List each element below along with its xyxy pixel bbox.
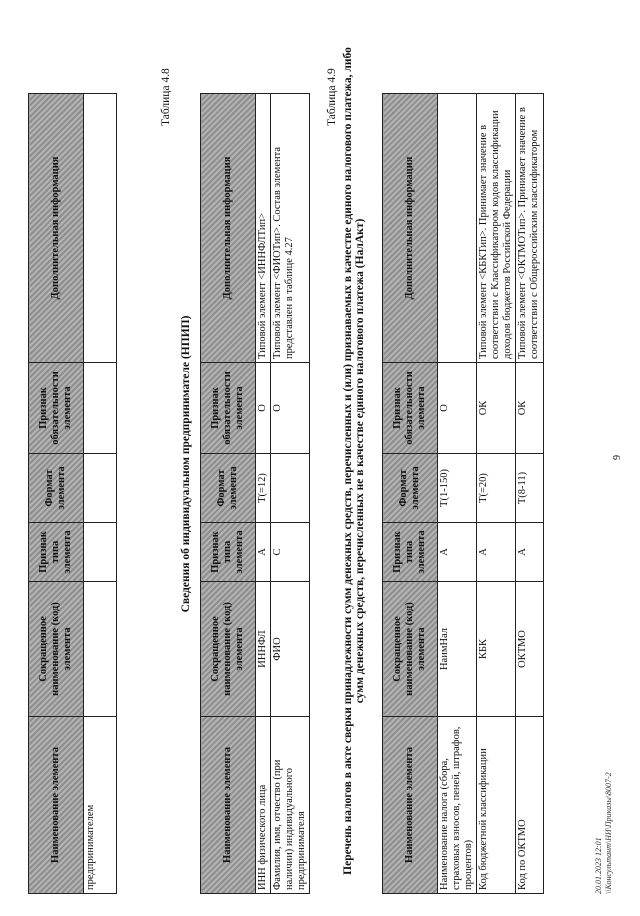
page-number: 9 [612,455,623,460]
table-4-9 [382,93,544,894]
header-format: Формат элемента [201,454,256,523]
header-info: Дополнительная информация [383,94,438,363]
header-info: Дополнительная информация [201,94,256,363]
header-type: Признак типа элемента [29,523,84,582]
header-info: Дополнительная информация [29,94,84,363]
cell-name: предпринимателем [84,717,117,894]
table-row: Код по ОКТМО ОКТМО А T(8-11) ОК Типовой элемент <ОКТМОТип>. Принимает значение в соответствии с Общероссийским классификатором [516,94,543,894]
table-row: ИНН физического лица ИННФЛ А T(=12) О Типовой элемент <ИННФЛТип> [256,94,271,894]
footer-stamp: 20.01.2023 12:01 \\Консультант\НИ\Приказы\8007-2 [594,772,613,894]
table-caption-4-9: Таблица 4.9 [326,68,338,126]
table-4-8 [200,93,310,894]
header-req: Признак обязательности элемента [383,363,438,454]
header-short: Сокращенное наименование (код) элемента [29,582,84,717]
header-req: Признак обязательности элемента [201,363,256,454]
header-name: Наименование элемента [29,717,84,894]
header-name: Наименование элемента [383,717,438,894]
table-caption-4-8: Таблица 4.8 [160,68,172,126]
header-req: Признак обязательности элемента [29,363,84,454]
table-row: Наименование налога (сбора, страховых взносов, пеней, штрафов, процентов) НаимНал А T(1-150) О [438,94,477,894]
table-title-4-8: Сведения об индивидуальном предпринимателе (НПИП) [180,315,192,613]
table-title-4-9: Перечень налогов в акте сверки принадлежности сумм денежных средств, перечисленных и (или) признаваемых в качестве единого налогового платежа, либо сумм денежных средств, перечисленных не в качестве единого налогового платежа (НалАкт) [342,47,366,875]
header-format: Формат элемента [29,454,84,523]
table-row: Код бюджетной классификации КБК А T(=20) ОК Типовой элемент <КБКТип>. Принимает значение в соответствии с Классификатором кодов классификации доходов бюджетов Российской Федерации [477,94,516,894]
header-format: Формат элемента [383,454,438,523]
header-name: Наименование элемента [201,717,256,894]
header-type: Признак типа элемента [383,523,438,582]
header-short: Сокращенное наименование (код) элемента [201,582,256,717]
continuation-table [28,93,117,894]
header-type: Признак типа элемента [201,523,256,582]
table-row: Фамилия, имя, отчество (при наличии) индивидуального предпринимателя ФИО С О Типовой элемент <ФИОТип>. Состав элемента представлен в таблице 4.27 [271,94,310,894]
header-short: Сокращенное наименование (код) элемента [383,582,438,717]
